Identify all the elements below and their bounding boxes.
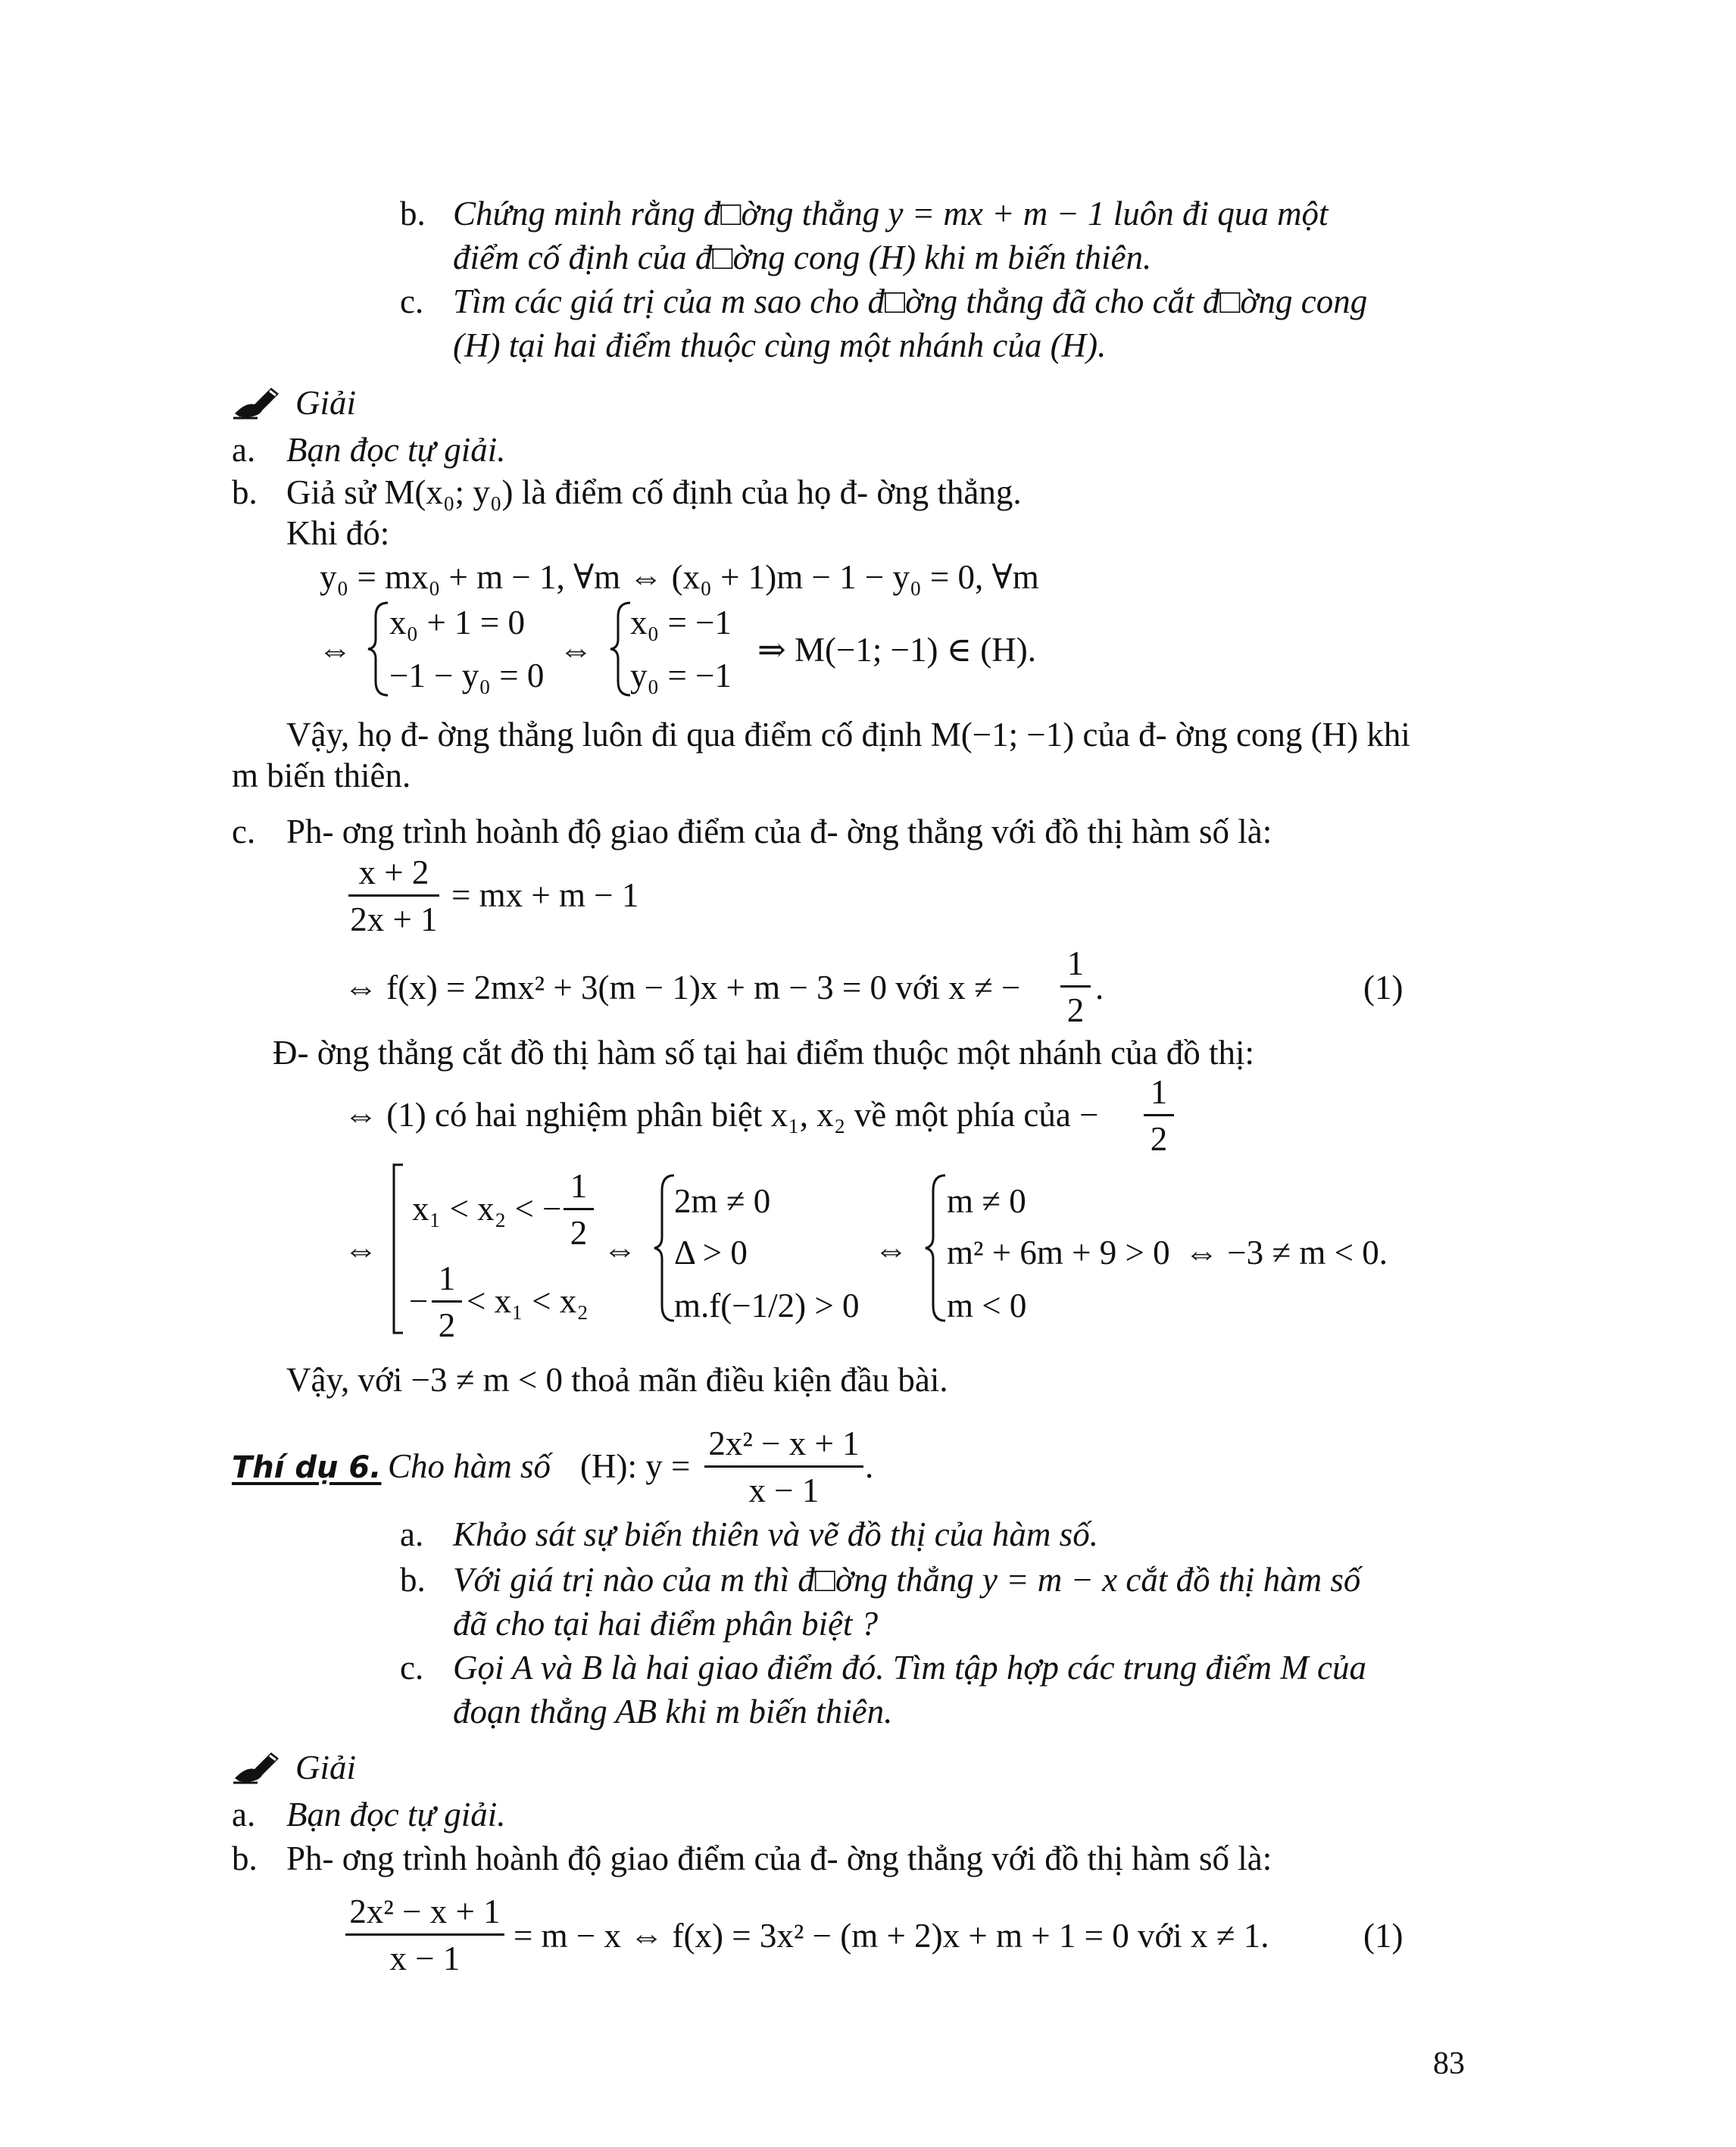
system3-row2: Δ > 0 bbox=[674, 1234, 748, 1272]
sol1-c-text: Ph- ơng trình hoành độ giao điểm của đ- ờng thẳng với đồ thị hàm số là: bbox=[286, 813, 1272, 850]
sol2-b-text: Ph- ơng trình hoành độ giao điểm của đ- ờng thẳng với đồ thị hàm số là: bbox=[286, 1840, 1272, 1877]
case-row2-minus: − bbox=[409, 1282, 429, 1320]
sol2-a-text: Bạn đọc tự giải. bbox=[286, 1796, 506, 1833]
fraction bbox=[345, 1895, 504, 1976]
fraction-half bbox=[1060, 944, 1091, 1029]
ex6-b-label: b. bbox=[400, 1561, 426, 1599]
pen-hand-icon bbox=[232, 383, 285, 420]
fraction-half bbox=[564, 1169, 594, 1250]
equation-tag: (1) bbox=[1363, 1917, 1403, 1955]
period: . bbox=[1095, 969, 1104, 1006]
conclusion-line2: m biến thiên. bbox=[232, 757, 411, 794]
example-function: (H): y = bbox=[580, 1447, 691, 1485]
quadratic-equation: ⇔ f(x) = 2mx² + 3(m − 1)x + m − 3 = 0 với x ≠ − bbox=[344, 969, 1021, 1006]
period: . bbox=[865, 1447, 874, 1485]
pen-hand-icon bbox=[232, 1748, 285, 1784]
fraction-numerator: 1 bbox=[570, 1167, 588, 1205]
left-brace bbox=[367, 600, 391, 698]
ex6-c-label: c. bbox=[400, 1649, 424, 1687]
fraction-numerator: 1 bbox=[1150, 1073, 1168, 1111]
ex6-b-line2: đã cho tại hai điểm phân biệt ? bbox=[453, 1605, 879, 1643]
fraction-denominator: 2 bbox=[1150, 1120, 1168, 1158]
final-iff: ⇔ −3 ≠ m < 0. bbox=[1185, 1234, 1388, 1272]
iff-symbol-2: ⇔ bbox=[603, 1231, 637, 1269]
ex6-a-text: Khảo sát sự biến thiên và vẽ đồ thị của hàm số. bbox=[453, 1515, 1098, 1553]
fraction bbox=[348, 853, 439, 938]
system1-row1: x₀ + 1 = 0 bbox=[389, 604, 525, 641]
sol1-b-label: b. bbox=[232, 473, 258, 511]
left-brace bbox=[924, 1172, 948, 1324]
equation-tag: (1) bbox=[1363, 969, 1403, 1006]
prev-b-line1: Chứng minh rằng đ□ờng thẳng y = mx + m − 1 luôn đi qua một bbox=[453, 195, 1329, 232]
equation-rhs: = mx + m − 1 bbox=[451, 876, 639, 914]
system3-row3: m.f(−1/2) > 0 bbox=[674, 1287, 860, 1325]
fraction-denominator: x − 1 bbox=[389, 1939, 461, 1977]
fixed-point-equation: y₀ = mx₀ + m − 1, ∀m ⇔ (x₀ + 1)m − 1 − y₀ = 0, ∀m bbox=[320, 558, 1039, 596]
fraction-numerator: x + 2 bbox=[358, 853, 429, 891]
iff-symbol: ⇔ bbox=[344, 1231, 378, 1269]
khi-do: Khi đó: bbox=[286, 514, 390, 552]
ex6-c-line1: Gọi A và B là hai giao điểm đó. Tìm tập hợp các trung điểm M của bbox=[453, 1649, 1366, 1687]
sol1-c-label: c. bbox=[232, 813, 256, 850]
sol2-a-label: a. bbox=[232, 1796, 256, 1833]
system2-row2: y₀ = −1 bbox=[630, 657, 732, 694]
fraction-numerator: 1 bbox=[438, 1259, 456, 1297]
iff-symbol-3: ⇔ bbox=[874, 1231, 908, 1269]
fraction-numerator: 1 bbox=[1066, 944, 1085, 982]
fraction bbox=[704, 1427, 863, 1508]
condition-text: Đ- ờng thẳng cắt đồ thị hàm số tại hai điểm thuộc một nhánh của đồ thị: bbox=[273, 1034, 1255, 1072]
system4-row3: m < 0 bbox=[947, 1287, 1027, 1325]
system2-row1: x₀ = −1 bbox=[630, 604, 732, 641]
sol1-a-text: Bạn đọc tự giải. bbox=[286, 431, 506, 469]
prev-b-line2: điểm cố định của đ□ờng cong (H) khi m biến thiên. bbox=[453, 239, 1152, 276]
left-bracket bbox=[389, 1162, 406, 1336]
solution-heading: Giải bbox=[295, 1749, 357, 1787]
fraction-denominator: 2 bbox=[1066, 991, 1085, 1029]
implies-M: ⇒ M(−1; −1) ∈ (H). bbox=[757, 631, 1036, 669]
page-number: 83 bbox=[1433, 2046, 1465, 2081]
ex6-b-line1: Với giá trị nào của m thì đ□ờng thẳng y = m − x cắt đồ thị hàm số bbox=[453, 1561, 1361, 1599]
system1-row2: −1 − y₀ = 0 bbox=[389, 657, 545, 694]
example-heading: Thí dụ 6. bbox=[232, 1450, 382, 1485]
fraction-numerator: 2x² − x + 1 bbox=[349, 1893, 501, 1930]
equation-rest: = m − x ⇔ f(x) = 3x² − (m + 2)x + m + 1 = 0 với x ≠ 1. bbox=[514, 1917, 1269, 1955]
fraction-half bbox=[1144, 1075, 1174, 1156]
sol1-a-label: a. bbox=[232, 431, 256, 469]
sol1-b-text: Giả sử M(x₀; y₀) là điểm cố định của họ đ- ờng thẳng. bbox=[286, 473, 1022, 511]
conclusion-line1: Vậy, họ đ- ờng thẳng luôn đi qua điểm cố định M(−1; −1) của đ- ờng cong (H) khi bbox=[286, 716, 1410, 754]
case-row2: < x₁ < x₂ bbox=[467, 1282, 589, 1320]
sol2-b-label: b. bbox=[232, 1840, 258, 1877]
condition-text-2: ⇔ (1) có hai nghiệm phân biệt x₁, x₂ về một phía của − bbox=[344, 1096, 1099, 1134]
prev-c-label: c. bbox=[400, 282, 424, 320]
system4-row2: m² + 6m + 9 > 0 bbox=[947, 1234, 1170, 1272]
prev-c-line1: Tìm các giá trị của m sao cho đ□ờng thẳng đã cho cắt đ□ờng cong bbox=[453, 282, 1368, 320]
prev-b-label: b. bbox=[400, 195, 426, 232]
fraction-denominator: 2 bbox=[438, 1306, 456, 1344]
fraction-denominator: 2x + 1 bbox=[350, 900, 438, 938]
system3-row1: 2m ≠ 0 bbox=[674, 1182, 771, 1220]
fraction-numerator: 2x² − x + 1 bbox=[708, 1425, 860, 1462]
fraction-denominator: x − 1 bbox=[748, 1471, 820, 1509]
ex6-a-label: a. bbox=[400, 1515, 424, 1553]
system4-row1: m ≠ 0 bbox=[947, 1182, 1026, 1220]
fraction-half bbox=[432, 1259, 462, 1344]
final-conclusion: Vậy, với −3 ≠ m < 0 thoả mãn điều kiện đầu bài. bbox=[286, 1361, 948, 1399]
fraction-denominator: 2 bbox=[570, 1214, 588, 1252]
ex6-c-line2: đoạn thẳng AB khi m biến thiên. bbox=[453, 1693, 893, 1730]
example-intro: Cho hàm số bbox=[388, 1447, 551, 1485]
solution-heading: Giải bbox=[295, 384, 357, 422]
prev-c-line2: (H) tại hai điểm thuộc cùng một nhánh của (H). bbox=[453, 326, 1107, 364]
iff-symbol: ⇔ bbox=[318, 631, 352, 669]
iff-symbol-2: ⇔ bbox=[559, 631, 593, 669]
case-row1: x₁ < x₂ < − bbox=[412, 1190, 562, 1228]
